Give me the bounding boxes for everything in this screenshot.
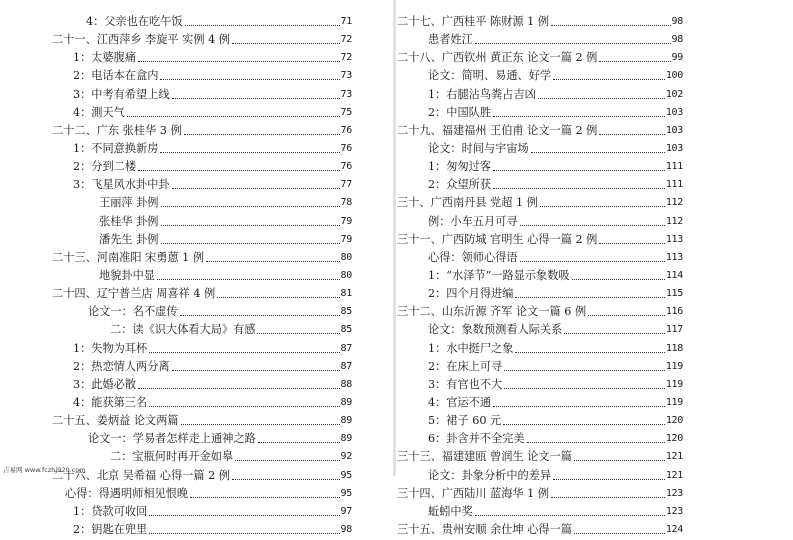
toc-entry-title: 地貌卦中显 bbox=[99, 268, 155, 282]
toc-entry-page-number: 102 bbox=[665, 88, 683, 100]
dot-leader bbox=[149, 515, 339, 516]
toc-entry bbox=[397, 159, 683, 174]
toc-entry-title: 2：热恋情人两分离 bbox=[73, 359, 170, 373]
toc-entry bbox=[52, 322, 352, 337]
toc-entry-page-number: 78 bbox=[340, 197, 352, 209]
toc-entry bbox=[397, 322, 683, 337]
dot-leader bbox=[551, 497, 665, 498]
dot-leader bbox=[184, 134, 340, 135]
toc-entry-page-number: 89 bbox=[340, 396, 352, 408]
toc-entry-title: 2：众望所获 bbox=[428, 178, 492, 192]
toc-entry-page-number: 89 bbox=[340, 433, 352, 445]
toc-entry-title: 3：此婚必散 bbox=[73, 377, 137, 391]
toc-entry-page-number: 76 bbox=[340, 161, 352, 173]
toc-entry-title: 论文一：名不虚传 bbox=[88, 305, 178, 319]
toc-entry-page-number: 118 bbox=[665, 342, 683, 354]
toc-entry bbox=[52, 522, 352, 537]
toc-entry bbox=[52, 449, 352, 464]
toc-entry-title: 4：官运不通 bbox=[428, 395, 492, 409]
toc-entry-title: 4：能获第三名 bbox=[73, 395, 148, 409]
toc-entry-page-number: 114 bbox=[665, 269, 683, 281]
toc-entry-title: 论文：象数预测看人际关系 bbox=[428, 323, 563, 337]
toc-entry bbox=[52, 268, 352, 283]
toc-entry-title: 三十五、贵州安顺 余仕坤 心得一篇 bbox=[397, 522, 572, 536]
dot-leader bbox=[157, 279, 340, 280]
toc-entry-page-number: 111 bbox=[665, 179, 683, 191]
toc-entry-page-number: 121 bbox=[665, 469, 683, 481]
toc-entry-page-number: 117 bbox=[665, 324, 683, 336]
toc-entry bbox=[397, 286, 683, 301]
toc-entry-title: 1：“水泽节”一路显示象数吸 bbox=[428, 268, 570, 282]
toc-entry-page-number: 72 bbox=[340, 34, 352, 46]
dot-leader bbox=[531, 152, 665, 153]
toc-entry-title: 二十一、江西萍乡 李旋平 实例 4 例 bbox=[52, 33, 230, 47]
dot-leader bbox=[540, 206, 665, 207]
dot-leader bbox=[172, 188, 340, 189]
toc-entry bbox=[52, 377, 352, 392]
toc-entry-page-number: 79 bbox=[340, 233, 352, 245]
toc-entry-page-number: 98 bbox=[671, 34, 683, 46]
toc-entry-page-number: 92 bbox=[340, 451, 352, 463]
toc-entry-title: 3：有官也不大 bbox=[428, 377, 503, 391]
toc-entry-page-number: 81 bbox=[340, 288, 352, 300]
toc-entry-title: 论文：卦象分析中的差异 bbox=[428, 468, 552, 482]
toc-entry bbox=[397, 504, 683, 519]
toc-entry bbox=[397, 105, 683, 120]
dot-leader bbox=[553, 79, 665, 80]
toc-entry-title: 5：裙子 60 元 bbox=[428, 414, 502, 428]
dot-leader bbox=[599, 61, 670, 62]
toc-entry-title: 4：測天气 bbox=[73, 105, 125, 119]
toc-entry-title: 二：读《识大体看大局》有感 bbox=[110, 323, 256, 337]
toc-entry bbox=[52, 341, 352, 356]
dot-leader bbox=[493, 116, 665, 117]
dot-leader bbox=[515, 352, 664, 353]
toc-entry-page-number: 80 bbox=[340, 269, 352, 281]
toc-entry-title: 二十六、北京 吴希福 心得一篇 2 例 bbox=[52, 468, 230, 482]
toc-entry bbox=[52, 232, 352, 247]
toc-entry-title: 二十二、广东 张桂华 3 例 bbox=[52, 123, 182, 137]
toc-entry bbox=[52, 50, 352, 65]
toc-entry-page-number: 79 bbox=[340, 215, 352, 227]
toc-entry bbox=[397, 304, 683, 319]
right-page bbox=[397, 0, 793, 536]
toc-entry bbox=[52, 68, 352, 83]
dot-leader bbox=[599, 134, 664, 135]
toc-entry bbox=[397, 250, 683, 265]
toc-entry bbox=[397, 68, 683, 83]
toc-entry-title: 心得：领师心得语 bbox=[428, 250, 518, 264]
toc-entry-page-number: 103 bbox=[665, 142, 683, 154]
dot-leader bbox=[172, 98, 340, 99]
toc-entry-page-number: 111 bbox=[665, 161, 683, 173]
dot-leader bbox=[520, 261, 665, 262]
toc-entry-title: 二十七、广西桂平 陈财源 1 例 bbox=[397, 15, 550, 28]
toc-entry-title: 心得：得遇明师相见恨晚 bbox=[65, 486, 189, 500]
toc-entry-page-number: 100 bbox=[665, 70, 683, 82]
dot-leader bbox=[258, 442, 340, 443]
dot-leader bbox=[160, 152, 339, 153]
dot-leader bbox=[572, 279, 665, 280]
toc-entry-page-number: 95 bbox=[340, 487, 352, 499]
toc-entry-page-number: 123 bbox=[665, 487, 683, 499]
toc-entry-title: 三十四、广西陆川 蓝海华 1 例 bbox=[397, 486, 550, 500]
toc-entry-title: 2：钥匙在兜里 bbox=[73, 522, 148, 536]
toc-entry-page-number: 95 bbox=[340, 469, 352, 481]
toc-entry-title: 王丽萍 卦例 bbox=[99, 196, 159, 210]
toc-entry-page-number: 121 bbox=[665, 451, 683, 463]
toc-entry-page-number: 88 bbox=[340, 378, 352, 390]
toc-entry bbox=[52, 395, 352, 410]
toc-entry-page-number: 73 bbox=[340, 88, 352, 100]
toc-entry-title: 6：卦含并不全完美 bbox=[428, 432, 525, 446]
toc-entry-page-number: 85 bbox=[340, 324, 352, 336]
toc-entry bbox=[397, 486, 683, 501]
toc-entry-title: 2：中国队胜 bbox=[428, 105, 492, 119]
toc-entry bbox=[397, 377, 683, 392]
toc-entry bbox=[397, 87, 683, 102]
toc-entry-page-number: 99 bbox=[671, 52, 683, 64]
dot-leader bbox=[138, 388, 339, 389]
footer-watermark: 吉易网 www.fczhj920.com bbox=[3, 466, 86, 474]
toc-entry-title: 论文：时间与宇宙场 bbox=[428, 141, 529, 155]
dot-leader bbox=[520, 225, 665, 226]
toc-entry bbox=[52, 431, 352, 446]
toc-entry bbox=[397, 232, 683, 247]
dot-leader bbox=[257, 333, 339, 334]
toc-entry-title: 1：水中挺尸之象 bbox=[428, 341, 514, 355]
toc-entry-title: 论文：简明、易通、好学 bbox=[428, 69, 552, 83]
toc-entry bbox=[397, 413, 683, 428]
dot-leader bbox=[475, 43, 671, 44]
toc-entry bbox=[397, 341, 683, 356]
toc-entry-title: 1：太婆腹痛 bbox=[73, 51, 137, 65]
toc-entry bbox=[397, 50, 683, 65]
toc-entry bbox=[52, 304, 352, 319]
toc-entry-page-number: 103 bbox=[665, 106, 683, 118]
toc-entry-page-number: 123 bbox=[665, 505, 683, 517]
toc-entry bbox=[52, 195, 352, 210]
toc-entry bbox=[397, 141, 683, 156]
toc-entry-page-number: 80 bbox=[340, 251, 352, 263]
toc-entry-title: 张桂华 卦例 bbox=[99, 214, 159, 228]
dot-leader bbox=[160, 79, 339, 80]
toc-entry-title: 三十一、广西防城 官明生 心得一篇 2 例 bbox=[397, 232, 598, 246]
dot-leader bbox=[503, 424, 665, 425]
toc-entry-page-number: 116 bbox=[665, 306, 683, 318]
toc-entry-page-number: 77 bbox=[340, 179, 352, 191]
dot-leader bbox=[190, 497, 339, 498]
toc-entry-title: 2：电话本在盒内 bbox=[73, 69, 159, 83]
toc-entry bbox=[52, 468, 352, 483]
toc-entry bbox=[397, 214, 683, 229]
dot-leader bbox=[217, 297, 339, 298]
toc-entry-title: 二十三、河南准阳 宋勇蒽 1 例 bbox=[52, 250, 205, 264]
dot-leader bbox=[149, 352, 339, 353]
toc-entry bbox=[52, 359, 352, 374]
toc-entry bbox=[52, 32, 352, 47]
toc-entry-title: 1：匆匆过客 bbox=[428, 160, 492, 174]
toc-entry bbox=[397, 32, 683, 47]
toc-entry-title: 蚯蚓中奖 bbox=[428, 504, 473, 518]
toc-entry-title: 二十五、姜炳益 论文两篇 bbox=[52, 414, 179, 428]
toc-entry-title: 例：小车五月可寻 bbox=[428, 214, 518, 228]
toc-entry-title: 二十八、广西钦州 黄正东 论文一篇 2 例 bbox=[397, 51, 598, 65]
toc-entry bbox=[52, 250, 352, 265]
toc-entry bbox=[397, 123, 683, 138]
toc-entry bbox=[52, 413, 352, 428]
toc-entry-page-number: 76 bbox=[340, 142, 352, 154]
toc-entry bbox=[52, 504, 352, 519]
toc-entry-page-number: 120 bbox=[665, 433, 683, 445]
toc-entry-title: 4：父亲也在吃午饭 bbox=[86, 15, 183, 28]
dot-leader bbox=[232, 43, 340, 44]
dot-leader bbox=[504, 370, 665, 371]
toc-entry-page-number: 103 bbox=[665, 124, 683, 136]
toc-entry-title: 1：贷款可收回 bbox=[73, 504, 148, 518]
toc-entry-title: 2：在床上可寻 bbox=[428, 359, 503, 373]
toc-entry bbox=[52, 105, 352, 120]
toc-entry bbox=[52, 123, 352, 138]
toc-entry-title: 二十九、福建福州 王伯甫 论文一篇 2 例 bbox=[397, 123, 598, 137]
toc-entry-page-number: 85 bbox=[340, 306, 352, 318]
book-gutter bbox=[393, 0, 396, 476]
dot-leader bbox=[599, 243, 664, 244]
toc-entry-page-number: 76 bbox=[340, 124, 352, 136]
toc-entry bbox=[397, 395, 683, 410]
dot-leader bbox=[493, 170, 665, 171]
dot-leader bbox=[538, 98, 665, 99]
dot-leader bbox=[172, 370, 340, 371]
toc-entry bbox=[397, 177, 683, 192]
dot-leader bbox=[588, 315, 665, 316]
toc-entry-title: 1：失物为耳杯 bbox=[73, 341, 148, 355]
toc-entry bbox=[397, 468, 683, 483]
toc-entry-page-number: 72 bbox=[340, 52, 352, 64]
dot-leader bbox=[127, 116, 340, 117]
dot-leader bbox=[553, 479, 665, 480]
dot-leader bbox=[574, 460, 665, 461]
toc-entry-title: 3：飞星风水卦中卦 bbox=[73, 178, 170, 192]
toc-entry bbox=[52, 177, 352, 192]
toc-right-list bbox=[397, 14, 683, 540]
toc-entry-page-number: 89 bbox=[340, 415, 352, 427]
toc-entry bbox=[52, 14, 352, 29]
toc-left-list bbox=[52, 14, 352, 540]
toc-entry-page-number: 124 bbox=[665, 523, 683, 535]
toc-entry-page-number: 120 bbox=[665, 415, 683, 427]
toc-entry-title: 潘先生 卦例 bbox=[99, 232, 159, 246]
toc-entry-page-number: 112 bbox=[665, 215, 683, 227]
dot-leader bbox=[161, 206, 340, 207]
toc-entry-page-number: 113 bbox=[665, 233, 683, 245]
dot-leader bbox=[504, 388, 665, 389]
dot-leader bbox=[149, 406, 339, 407]
dot-leader bbox=[181, 424, 340, 425]
dot-leader bbox=[475, 515, 665, 516]
toc-entry-page-number: 75 bbox=[340, 106, 352, 118]
toc-entry-page-number: 87 bbox=[340, 360, 352, 372]
toc-entry-title: 2：分到二楼 bbox=[73, 160, 137, 174]
dot-leader bbox=[235, 460, 339, 461]
toc-entry-page-number: 119 bbox=[665, 378, 683, 390]
dot-leader bbox=[515, 297, 664, 298]
dot-leader bbox=[232, 479, 340, 480]
toc-entry-title: 二十四、辽宁普兰店 周喜祥 4 例 bbox=[52, 287, 216, 301]
toc-entry-page-number: 98 bbox=[340, 523, 352, 535]
toc-entry bbox=[52, 141, 352, 156]
dot-leader bbox=[493, 406, 665, 407]
toc-entry-title: 三十三、福建建瓯 曾润生 论文一篇 bbox=[397, 450, 572, 464]
dot-leader bbox=[564, 333, 665, 334]
toc-entry-page-number: 87 bbox=[340, 342, 352, 354]
toc-entry-title: 三十、广西南丹县 党超 1 例 bbox=[397, 196, 538, 210]
toc-entry bbox=[397, 268, 683, 283]
toc-entry-page-number: 97 bbox=[340, 505, 352, 517]
dot-leader bbox=[180, 315, 340, 316]
toc-entry-page-number: 119 bbox=[665, 396, 683, 408]
toc-entry-title: 1：不同意换新房 bbox=[73, 141, 159, 155]
dot-leader bbox=[493, 188, 665, 189]
toc-entry-title: 2：四个月得进编 bbox=[428, 287, 514, 301]
toc-entry bbox=[52, 214, 352, 229]
toc-entry bbox=[397, 522, 683, 537]
toc-entry-title: 患者姓江 bbox=[428, 33, 473, 47]
dot-leader bbox=[206, 261, 340, 262]
toc-entry-page-number: 113 bbox=[665, 251, 683, 263]
toc-entry bbox=[52, 87, 352, 102]
dot-leader bbox=[138, 170, 339, 171]
toc-entry bbox=[397, 195, 683, 210]
dot-leader bbox=[149, 533, 339, 534]
dot-leader bbox=[527, 442, 665, 443]
toc-entry-page-number: 119 bbox=[665, 360, 683, 372]
toc-entry-title: 3：中考有希望上线 bbox=[73, 87, 170, 101]
toc-entry bbox=[52, 159, 352, 174]
toc-entry bbox=[397, 359, 683, 374]
dot-leader bbox=[185, 25, 340, 26]
toc-entry bbox=[397, 431, 683, 446]
toc-entry bbox=[52, 486, 352, 501]
toc-entry bbox=[397, 449, 683, 464]
dot-leader bbox=[551, 25, 671, 26]
toc-entry-title: 论文一：学易者怎样走上通神之路 bbox=[88, 432, 256, 446]
toc-entry bbox=[397, 14, 683, 29]
toc-entry-page-number: 73 bbox=[340, 70, 352, 82]
toc-entry-page-number: 115 bbox=[665, 288, 683, 300]
toc-entry-title: 二：宝瓶何时再开金如皋 bbox=[110, 450, 234, 464]
dot-leader bbox=[574, 533, 665, 534]
dot-leader bbox=[161, 225, 340, 226]
toc-entry-page-number: 112 bbox=[665, 197, 683, 209]
dot-leader bbox=[161, 243, 340, 244]
toc-entry-title: 三十二、山东沂源 齐军 论文一篇 6 例 bbox=[397, 305, 587, 319]
toc-entry-title: 1：右腿沾鸟粪占吉凶 bbox=[428, 87, 536, 101]
toc-entry bbox=[52, 286, 352, 301]
toc-entry-page-number: 71 bbox=[340, 16, 352, 27]
dot-leader bbox=[138, 61, 339, 62]
toc-entry-page-number: 98 bbox=[671, 16, 683, 27]
